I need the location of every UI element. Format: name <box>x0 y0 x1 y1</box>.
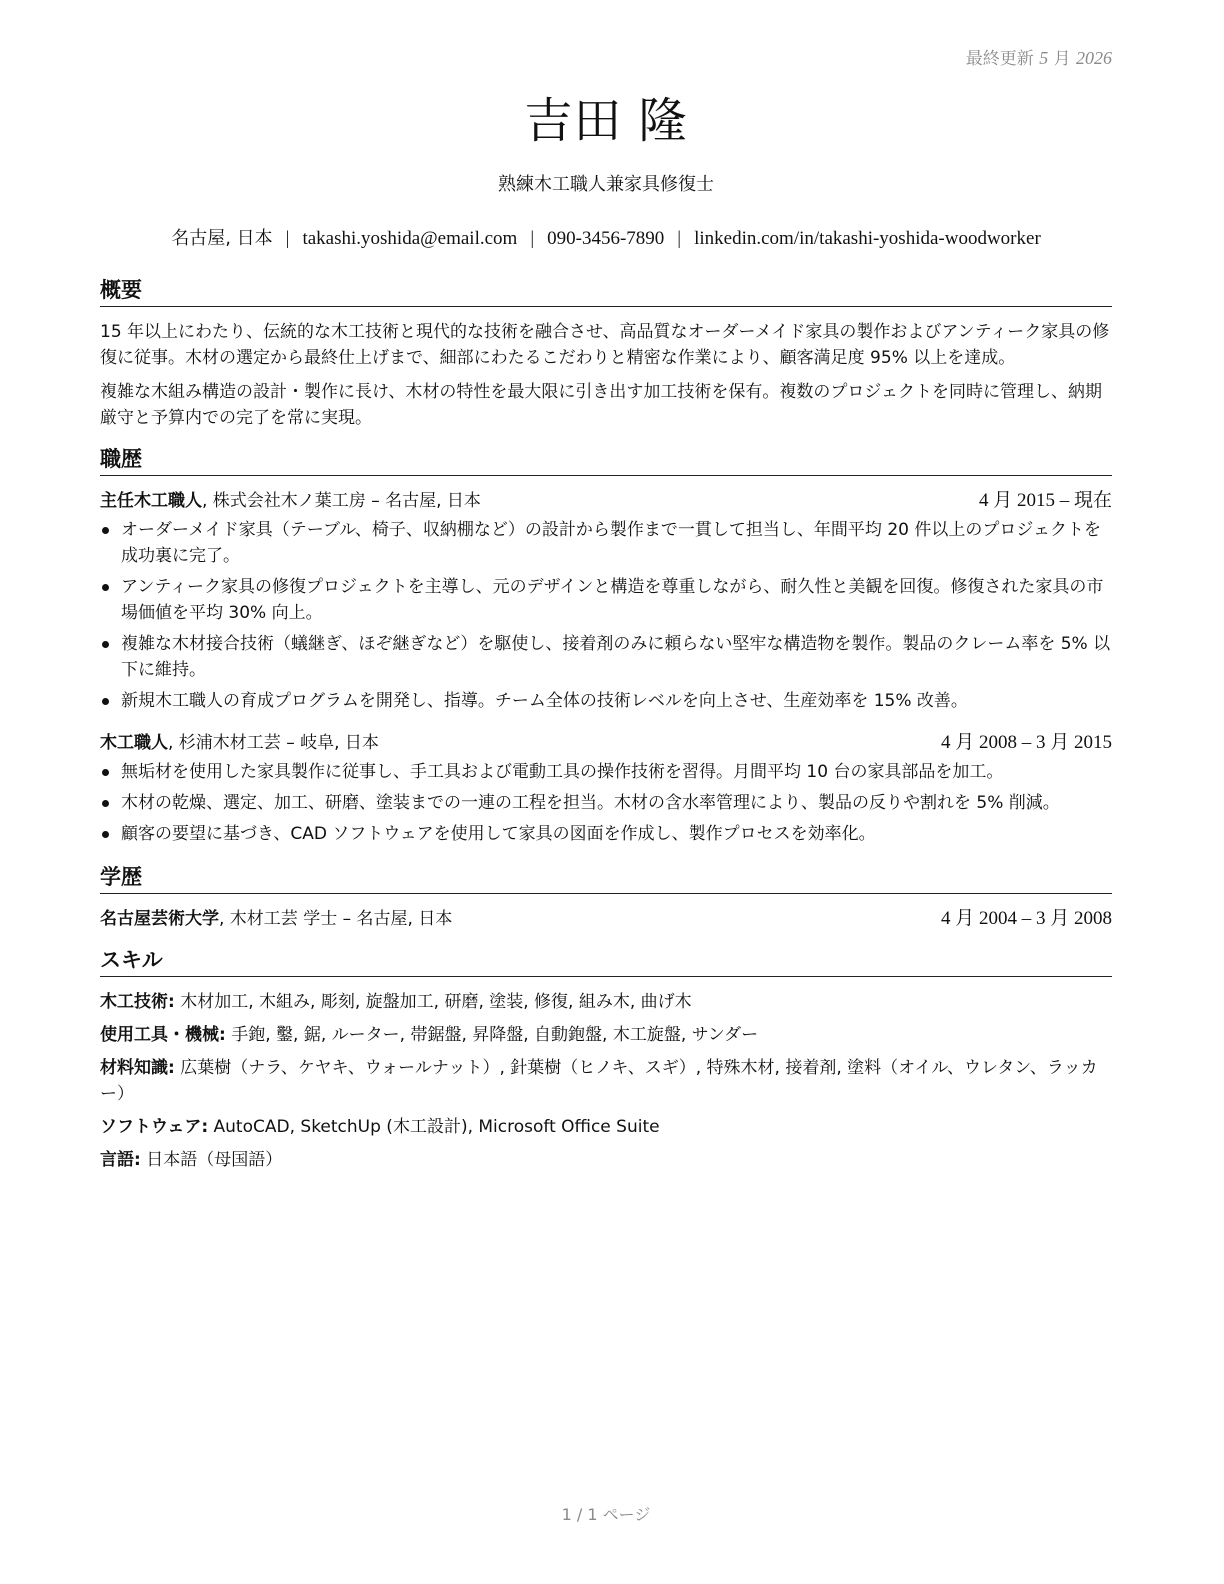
skill-value: AutoCAD, SketchUp (木工設計), Microsoft Office Suite <box>208 1117 660 1137</box>
contact-phone[interactable]: 090-3456-7890 <box>547 228 665 249</box>
job-org-location: , 株式会社木ノ葉工房 – 名古屋, 日本 <box>202 491 481 511</box>
job-bullet-text: アンティーク家具の修復プロジェクトを主導し、元のデザインと構造を尊重しながら、耐久性と美観を回復。修復された家具の市場価値を平均 30% 向上。 <box>121 577 1104 623</box>
candidate-headline: 熟練木工職人兼家具修復士 <box>498 174 714 195</box>
job-role: 主任木工職人 <box>100 491 202 511</box>
contact-separator: | <box>677 228 682 249</box>
contact-linkedin[interactable]: linkedin.com/in/takashi-yoshida-woodworker <box>694 228 1041 249</box>
last-updated-month: 5 <box>1039 48 1049 68</box>
bullet-icon <box>102 698 109 705</box>
summary-paragraph: 15 年以上にわたり、伝統的な木工技術と現代的な技術を融合させ、高品質なオーダーメイド家具の製作およびアンティーク家具の修復に従事。木材の選定から最終仕上げまで、細部にわたるこだわりと精密な作業により、顧客満足度 95% 以上を達成。 <box>100 322 1110 368</box>
section-title-education: 学歴 <box>100 863 1112 894</box>
job-bullet <box>100 631 1112 683</box>
resume-page <box>100 0 1112 1584</box>
job-bullet-text: 無垢材を使用した家具製作に従事し、手工具および電動工具の操作技術を習得。月間平均 10 台の家具部品を加工。 <box>121 762 1004 782</box>
job-title-line <box>100 488 481 514</box>
contact-email[interactable]: takashi.yoshida@email.com <box>302 228 518 249</box>
section-title-summary: 概要 <box>100 276 1112 307</box>
skill-label: ソフトウェア: <box>100 1117 209 1137</box>
section-title-experience: 職歴 <box>100 445 1112 476</box>
bullet-icon <box>102 527 109 534</box>
job-bullet-text: 複雑な木材接合技術（蟻継ぎ、ほぞ継ぎなど）を駆使し、接着剤のみに頼らない堅牢な構造物を製作。製品のクレーム率を 5% 以下に維持。 <box>121 634 1111 680</box>
job-bullet <box>100 759 1112 785</box>
job-bullet <box>100 574 1112 626</box>
section-title-skills: スキル <box>100 946 1112 977</box>
education-dates: 4 月 2004 – 3 月 2008 <box>940 908 1112 929</box>
job-bullet-text: オーダーメイド家具（テーブル、椅子、収納棚など）の設計から製作まで一貫して担当し、年間平均 20 件以上のプロジェクトを成功裏に完了。 <box>121 520 1102 566</box>
bullet-icon <box>102 641 109 648</box>
job-bullet <box>100 790 1112 816</box>
experience-section <box>100 445 1112 847</box>
education-detail: , 木材工芸 学士 – 名古屋, 日本 <box>219 909 453 929</box>
skill-value: 広葉樹（ナラ、ケヤキ、ウォールナット）, 針葉樹（ヒノキ、スギ）, 特殊木材, 接着剤, 塗料（オイル、ウレタン、ラッカー） <box>100 1058 1098 1104</box>
job-bullet <box>100 517 1112 569</box>
job-bullet <box>100 821 1112 847</box>
summary-paragraph: 複雑な木組み構造の設計・製作に長け、木材の特性を最大限に引き出す加工技術を保有。複数のプロジェクトを同時に管理し、納期厳守と予算内での完了を常に実現。 <box>100 382 1102 428</box>
last-updated-year: 2026 <box>1076 48 1112 68</box>
job-org-location: , 杉浦木材工芸 – 岐阜, 日本 <box>168 733 379 753</box>
skill-value: 手鉋, 鑿, 鋸, ルーター, 帯鋸盤, 昇降盤, 自動鉋盤, 木工旋盤, サンダー <box>225 1025 759 1045</box>
job-bullet <box>100 688 1112 714</box>
skill-value: 木材加工, 木組み, 彫刻, 旋盤加工, 研磨, 塗装, 修復, 組み木, 曲げ木 <box>174 992 692 1012</box>
page-indicator: 1 / 1 ページ <box>561 1505 651 1524</box>
job-dates: 4 月 2008 – 3 月 2015 <box>940 732 1112 753</box>
job-bullet-text: 新規木工職人の育成プログラムを開発し、指導。チーム全体の技術レベルを向上させ、生産効率を 15% 改善。 <box>121 691 968 711</box>
job-bullets <box>100 517 1112 714</box>
skill-line <box>100 1114 1112 1140</box>
education-school: 名古屋芸術大学 <box>100 909 219 929</box>
skill-value: 日本語（母国語） <box>140 1150 283 1170</box>
skill-line <box>100 1055 1112 1107</box>
last-updated-prefix: 最終更新 <box>965 49 1034 69</box>
skill-line <box>100 1022 1112 1048</box>
last-updated-month-unit: 月 <box>1053 49 1071 69</box>
job-entry <box>100 488 1112 714</box>
skills-section <box>100 946 1112 1173</box>
last-updated <box>966 44 1112 69</box>
education-entry <box>100 906 1112 932</box>
bullet-icon <box>102 769 109 776</box>
job-dates: 4 月 2015 – 現在 <box>978 490 1112 511</box>
contact-line <box>80 224 1132 250</box>
contact-separator: | <box>285 228 290 249</box>
job-title-line <box>100 730 379 756</box>
job-bullet-text: 木材の乾燥、選定、加工、研磨、塗装までの一連の工程を担当。木材の含水率管理により、製品の反りや割れを 5% 削減。 <box>121 793 1060 813</box>
job-header <box>100 488 1112 514</box>
candidate-name: 吉田 隆 <box>524 93 688 149</box>
education-section <box>100 863 1112 932</box>
bullet-icon <box>102 584 109 591</box>
resume-content <box>100 276 1112 1187</box>
job-bullets <box>100 759 1112 847</box>
job-role: 木工職人 <box>100 733 168 753</box>
skill-label: 木工技術: <box>100 992 175 1012</box>
skill-label: 材料知識: <box>100 1058 175 1078</box>
skill-line <box>100 1147 1112 1173</box>
skill-line <box>100 989 1112 1015</box>
job-entry <box>100 730 1112 847</box>
job-bullet-text: 顧客の要望に基づき、CAD ソフトウェアを使用して家具の図面を作成し、製作プロセスを効率化。 <box>121 824 876 844</box>
summary-section <box>100 276 1112 431</box>
contact-separator: | <box>530 228 535 249</box>
job-header <box>100 730 1112 756</box>
education-title-line <box>100 906 452 932</box>
contact-location: 名古屋, 日本 <box>171 228 273 249</box>
skill-label: 使用工具・機械: <box>100 1025 226 1045</box>
bullet-icon <box>102 831 109 838</box>
bullet-icon <box>102 800 109 807</box>
skill-label: 言語: <box>100 1150 141 1170</box>
